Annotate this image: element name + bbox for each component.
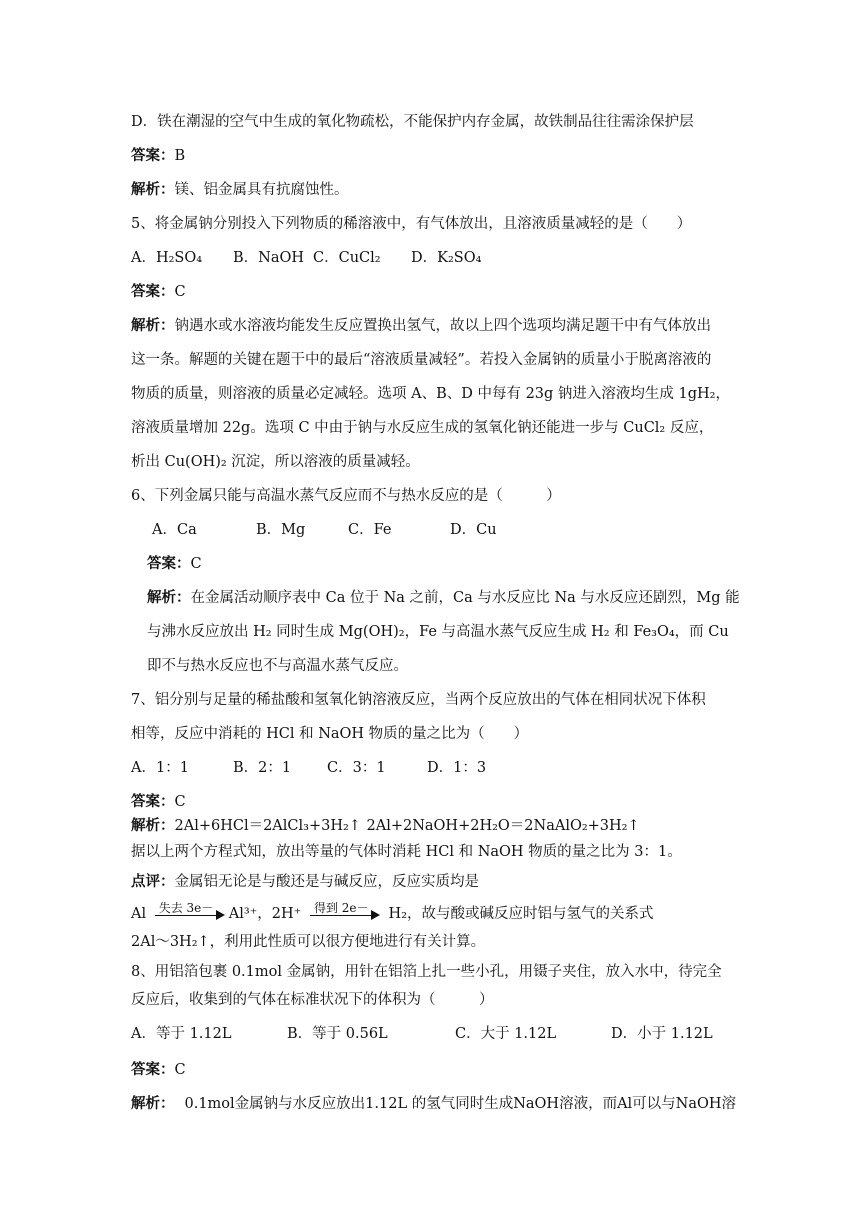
answer-value: B <box>174 148 186 164</box>
explain-label: 解析： <box>131 317 175 334</box>
arrow-line <box>155 915 217 916</box>
q6-options <box>152 520 497 540</box>
option: C．3：1 <box>327 760 386 776</box>
explain-label: 解析： <box>131 817 175 834</box>
explain-label: 解析： <box>131 181 175 198</box>
equation: 2Al+2NaOH+2H₂O＝2NaAlO₂+3H₂↑ <box>366 818 640 834</box>
comment-text: 金属铝无论是与酸还是与碱反应，反应实质均是 <box>174 874 479 890</box>
option: A．等于 1.12L <box>131 1026 232 1042</box>
q6-explanation-line <box>147 588 740 608</box>
q6-explanation-line: 与沸水反应放出 H₂ 同时生成 Mg(OH)₂，Fe 与高温水蒸气反应生成 H₂ 和 Fe₃O₄，而 Cu <box>147 624 729 640</box>
arrow-label: 得到 2e－ <box>313 901 369 915</box>
q5-explanation-line: 物质的质量，则溶液的质量必定减轻。选项 A、B、D 中每有 23g 钠进入溶液均生成 1gH₂， <box>131 386 730 402</box>
answer-label: 答案： <box>147 555 191 572</box>
q7-options <box>131 758 486 778</box>
answer-label: 答案： <box>131 147 175 164</box>
answer-value: C <box>174 794 186 810</box>
arrow-line <box>310 915 372 916</box>
q6-explanation-line: 即不与热水反应也不与高温水蒸气反应。 <box>147 658 408 674</box>
option: B．等于 0.56L <box>287 1026 388 1042</box>
q8-stem: 8、用铝箔包裹 0.1mol 金属钠，用针在铝箔上扎一些小孔，用镊子夹住，放入水中，待完全 <box>131 964 722 980</box>
q5-answer <box>131 282 186 302</box>
option: A．1：1 <box>131 760 189 776</box>
explain-text: 0.1mol金属钠与水反应放出1.12L 的氢气同时生成NaOH溶液，而Al可以与NaOH溶 <box>184 1096 737 1112</box>
option: B．Mg <box>256 522 306 538</box>
arrow-head-icon <box>216 910 225 920</box>
explain-text: 钠遇水或水溶液均能发生反应置换出氢气，故以上四个选项均满足题干中有气体放出 <box>174 318 711 334</box>
q5-explanation-line: 溶液质量增加 22g。选项 C 中由于钠与水反应生成的氢氧化钠还能进一步与 CuCl₂ 反应， <box>131 420 714 436</box>
q8-stem: 反应后，收集到的气体在标准状况下的体积为（ ） <box>131 992 494 1008</box>
option: D．1：3 <box>427 760 487 776</box>
ion-text: Al³⁺，2H⁺ <box>228 906 302 922</box>
answer-value: C <box>190 556 202 572</box>
q7-answer <box>131 792 186 812</box>
electron-gain-arrow <box>310 901 380 921</box>
q6-stem: 6、下列金属只能与高温水蒸气反应而不与热水反应的是（ ） <box>131 488 561 504</box>
answer-value: C <box>174 284 186 300</box>
answer-label: 答案： <box>131 793 175 810</box>
answer-label: 答案： <box>131 283 175 300</box>
q5-explanation-line <box>131 316 711 336</box>
q8-explanation-line <box>131 1094 736 1114</box>
q7-equations <box>131 816 640 836</box>
q7-explanation-line: 据以上两个方程式知，放出等量的气体时消耗 HCl 和 NaOH 物质的量之比为 3：1。 <box>131 844 682 860</box>
q6-answer <box>147 554 202 574</box>
option: B．NaOH <box>233 250 305 266</box>
option: A．Ca <box>152 522 197 538</box>
option: D．Cu <box>450 522 497 538</box>
q4-answer <box>131 146 185 166</box>
answer-value: C <box>174 1062 186 1078</box>
q4-explanation <box>131 180 349 200</box>
option: C．Fe <box>348 522 392 538</box>
explain-text: 在金属活动顺序表中 Ca 位于 Na 之前，Ca 与水反应比 Na 与水反应还剧烈，Mg 能 <box>190 590 740 606</box>
q7-electron-transfer <box>131 901 654 924</box>
q8-options <box>131 1024 713 1044</box>
equation: 2Al+6HCl＝2AlCl₃+3H₂↑ <box>174 818 361 834</box>
option: B．2：1 <box>233 760 292 776</box>
relation-text: H₂，故与酸或碱反应时铝与氢气的关系式 <box>388 906 654 922</box>
q5-stem: 5、将金属钠分别投入下列物质的稀溶液中，有气体放出，且溶液质量减轻的是（ ） <box>131 216 692 232</box>
explain-text: 镁、铝金属具有抗腐蚀性。 <box>174 182 349 198</box>
electron-loss-arrow <box>155 901 225 921</box>
explain-label: 解析： <box>131 1095 175 1112</box>
option: C．大于 1.12L <box>455 1026 557 1042</box>
explain-label: 解析： <box>147 589 191 606</box>
q7-stem: 相等，反应中消耗的 HCl 和 NaOH 物质的量之比为（ ） <box>131 726 529 742</box>
answer-label: 答案： <box>131 1061 175 1078</box>
q7-stem: 7、铝分别与足量的稀盐酸和氢氧化钠溶液反应，当两个反应放出的气体在相同状况下体积 <box>131 692 706 708</box>
q4-option-d: D．铁在潮湿的空气中生成的氧化物疏松，不能保护内存金属，故铁制品往往需涂保护层 <box>131 114 694 130</box>
arrow-label: 失去 3e－ <box>158 901 214 915</box>
q5-explanation-line: 这一条。解题的关键在题干中的最后“溶液质量减轻”。若投入金属钠的质量小于脱离溶液的 <box>131 352 712 368</box>
arrow-head-icon <box>371 910 380 920</box>
comment-label: 点评： <box>131 873 175 890</box>
option: A．H₂SO₄ <box>131 250 203 266</box>
option: C．CuCl₂ <box>313 250 381 266</box>
q8-answer <box>131 1060 186 1080</box>
q7-comment <box>131 872 479 892</box>
option: D．小于 1.12L <box>611 1026 713 1042</box>
q5-options <box>131 248 481 268</box>
option: D．K₂SO₄ <box>411 250 482 266</box>
q5-explanation-line: 析出 Cu(OH)₂ 沉淀，所以溶液的质量减轻。 <box>131 454 420 470</box>
aluminum-symbol: Al <box>131 906 147 922</box>
q7-comment-line: 2Al～3H₂↑，利用此性质可以很方便地进行有关计算。 <box>131 934 486 950</box>
